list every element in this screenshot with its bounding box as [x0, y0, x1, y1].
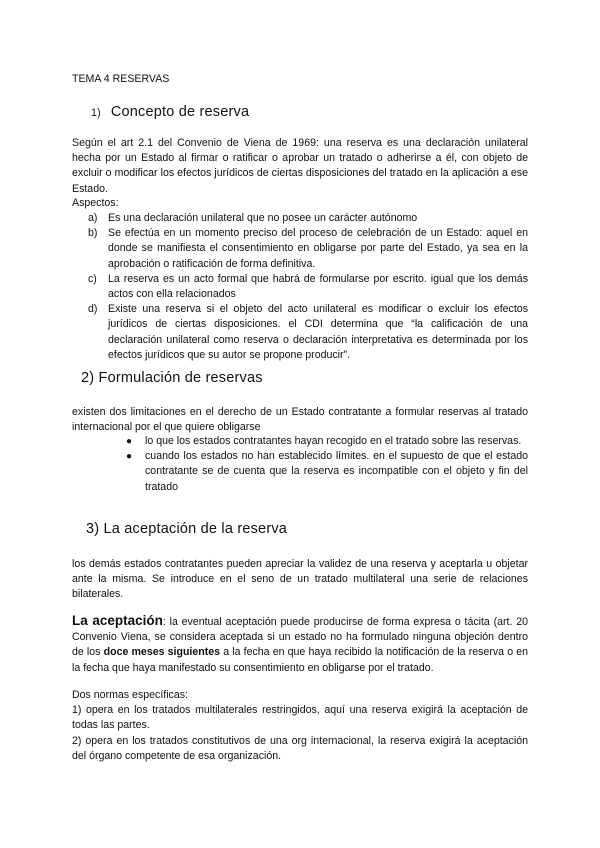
section-3-paragraph: los demás estados contratantes pueden apreciar la validez de una reserva y aceptarla u objetar ante la misma. Se introduce en el seno de un tratado multilateral una serie de relaciones bilaterales.: [72, 558, 528, 601]
section-1-heading-text: Concepto de reserva: [110, 104, 250, 120]
acceptance-paragraph: [72, 613, 528, 676]
list-marker: b): [88, 227, 98, 240]
list-item: [88, 272, 528, 302]
bullet-icon: ●: [126, 436, 133, 447]
section-2-heading: 2) Formulación de reservas: [81, 370, 263, 386]
list-marker: d): [88, 303, 98, 316]
section-3-heading: 3) La aceptación de la reserva: [86, 521, 288, 537]
acceptance-text-1: : la eventual aceptación puede producirse de forma expresa o tácita (art. 20 Convenio Viena, se considera aceptada si un estado no ha formulado ninguna objeción dentro de los: [72, 616, 529, 659]
list-item-text: Existe una reserva si el objeto del acto unilateral es modificar o excluir los efectos jurídicos de ciertas disposiciones. el CDI determina que “la calificación de una declaración unilateral como reserva o declaración interpretativa es determinada por los efectos jurídicos que su autor se propone producir”.: [108, 303, 528, 361]
list-item: [88, 226, 528, 272]
aspects-list: [88, 211, 528, 363]
list-item-text: cuando los estados no han establecido límites. en el supuesto de que el estado contratante se de cuenta que la reserva es incompatible con el objeto y fin del tratado: [145, 450, 528, 493]
list-item-text: lo que los estados contratantes hayan recogido en el tratado sobre las reservas.: [145, 435, 522, 447]
limitations-list: [126, 434, 528, 495]
list-item-text: Se efectúa en un momento preciso del proceso de celebración de un Estado: aquel en donde se manifiesta el consentimiento en obligarse por parte del Estado, ya sea en la aprobación o ratificación de forma definitiva.: [108, 227, 528, 270]
list-marker: c): [88, 272, 97, 285]
section-1-number: 1): [91, 107, 101, 119]
bullet-icon: ●: [126, 451, 133, 463]
norm-1: 1) opera en los tratados multilaterales restringidos, aquí una reserva exigirá la aceptación de todas las partes.: [72, 704, 528, 732]
section-1-paragraph: Según el art 2.1 del Convenio de Viena de 1969: una reserva es una declaración unilateral hecha por un Estado al firmar o ratificar o aprobar un tratado o adherirse a él, con objeto de excluir o modificar los efectos jurídicos de ciertas disposiciones del tratado en la aplicación a ese Estado.: [72, 137, 528, 195]
section-1-heading: [91, 104, 249, 120]
acceptance-bold: doce meses siguientes: [103, 646, 221, 659]
list-item: [126, 449, 528, 495]
aspects-label: Aspectos:: [72, 197, 119, 209]
acceptance-text-2: a la fecha en que haya recibido la notificación de la reserva o en la fecha que haya manifestado su consentimiento en obligarse por el tratado.: [72, 646, 529, 674]
list-item-text: Es una declaración unilateral que no posee un carácter autónomo: [108, 212, 418, 224]
document-title: TEMA 4 RESERVAS: [72, 73, 170, 85]
list-item-text: La reserva es un acto formal que habrá de formularse por escrito. igual que los demás actos con ella relacionados: [108, 272, 528, 301]
norms-label: Dos normas específicas:: [72, 689, 188, 701]
list-item: [88, 211, 528, 226]
section-2-paragraph: existen dos limitaciones en el derecho de un Estado contratante a formular reservas al tratado internacional por el que quiere obligarse: [72, 406, 528, 434]
list-item: [126, 434, 528, 449]
acceptance-label: La aceptación: [72, 613, 163, 628]
norm-2: 2) opera en los tratados constitutivos de una org internacional, la reserva exigirá la aceptación del órgano competente de esa organización.: [72, 735, 528, 763]
list-item: [88, 302, 528, 363]
list-marker: a): [88, 212, 98, 224]
